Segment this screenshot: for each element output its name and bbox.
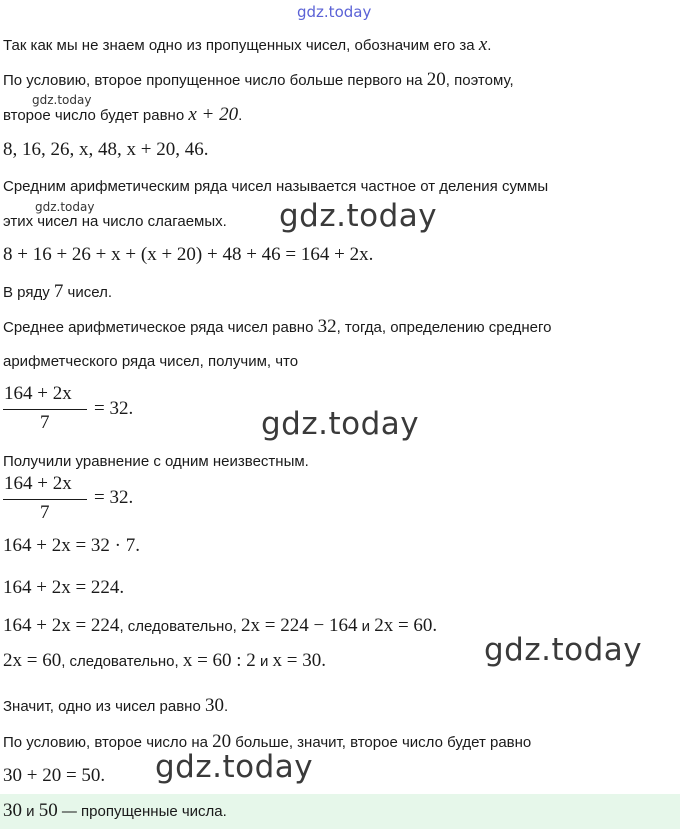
text-segment: Среднее арифметическое ряда чисел равно bbox=[3, 319, 318, 336]
text-line-8 bbox=[3, 282, 112, 303]
text-line-5 bbox=[3, 177, 548, 197]
watermark-large-3: gdz.today bbox=[484, 632, 643, 668]
fraction-numerator: 164 + 2x bbox=[4, 473, 72, 494]
math-line-13 bbox=[3, 578, 124, 599]
math-expression: 164 + 2x = 224. bbox=[3, 577, 125, 598]
text-segment: . bbox=[487, 37, 492, 54]
math-expression: 8, 16, 26, x, 48, x + 20, 46. bbox=[3, 139, 209, 160]
fraction-rhs: = 32. bbox=[94, 398, 134, 419]
text-line-6 bbox=[3, 212, 227, 232]
text-line-3 bbox=[3, 105, 242, 126]
text-segment: . bbox=[432, 615, 438, 636]
math-expression: 30 + 20 = 50. bbox=[3, 765, 106, 786]
math-line-sequence bbox=[3, 140, 208, 161]
math-expression: 2x = 60 bbox=[374, 615, 433, 636]
text-segment: Получили уравнение с одним неизвестным. bbox=[3, 453, 309, 470]
text-segment: По условию, второе пропущенное число больше первого на bbox=[3, 72, 427, 89]
text-line-17 bbox=[3, 732, 531, 753]
fraction-bar bbox=[3, 409, 87, 410]
text-line-1 bbox=[3, 35, 491, 56]
watermark-large-4: gdz.today bbox=[155, 749, 314, 785]
watermark-small-2: gdz.today bbox=[35, 200, 95, 214]
text-segment: — пропущенные числа. bbox=[57, 803, 227, 820]
fraction-equation-2 bbox=[3, 473, 163, 529]
fraction-numerator: 164 + 2x bbox=[4, 383, 72, 404]
answer-highlight bbox=[0, 794, 680, 829]
text-segment: Значит, одно из чисел равно bbox=[3, 698, 205, 715]
math-number: 32 bbox=[317, 316, 337, 337]
math-number: 20 bbox=[426, 69, 446, 90]
text-segment: , следовательно, bbox=[61, 653, 183, 670]
math-expression: x = 60 : 2 bbox=[182, 650, 256, 671]
math-expression: x + 20 bbox=[188, 104, 239, 125]
math-variable: x bbox=[478, 34, 488, 55]
math-number: 30 bbox=[204, 695, 224, 716]
math-expression: 8 + 16 + 26 + x + (x + 20) + 48 + 46 = 164 + 2x. bbox=[3, 244, 374, 265]
text-line-11 bbox=[3, 452, 309, 472]
watermark-small-1: gdz.today bbox=[32, 93, 92, 107]
text-segment: Средним арифметическим ряда чисел называется частное от деления суммы bbox=[3, 178, 549, 195]
text-segment: Так как мы не знаем одно из пропущенных чисел, обозначим его за bbox=[3, 37, 479, 54]
text-segment: , следовательно, bbox=[119, 618, 242, 635]
math-expression: 2x = 224 − 164 bbox=[241, 615, 358, 636]
text-segment: , поэтому, bbox=[445, 72, 514, 89]
watermark-top: gdz.today bbox=[297, 3, 372, 21]
text-segment: второе число будет равно bbox=[3, 107, 189, 124]
math-expression: 164 + 2x = 32 · 7. bbox=[3, 535, 141, 556]
math-line-12 bbox=[3, 536, 140, 557]
math-expression: 164 + 2x = 224 bbox=[3, 615, 120, 636]
text-line-9 bbox=[3, 317, 552, 338]
text-segment: этих чисел на число слагаемых. bbox=[3, 213, 227, 230]
fraction-denominator: 7 bbox=[40, 412, 50, 433]
text-segment: и bbox=[357, 618, 375, 635]
fraction-rhs: = 32. bbox=[94, 487, 134, 508]
text-segment: . bbox=[238, 107, 243, 124]
text-line-2 bbox=[3, 70, 514, 91]
text-line-10 bbox=[3, 352, 298, 372]
fraction-denominator: 7 bbox=[40, 502, 50, 523]
math-number: 20 bbox=[212, 731, 232, 752]
text-segment: и bbox=[255, 653, 273, 670]
watermark-large-1: gdz.today bbox=[279, 198, 438, 234]
text-segment: , тогда, определению среднего bbox=[336, 319, 552, 336]
math-line-sum bbox=[3, 245, 373, 266]
watermark-large-2: gdz.today bbox=[261, 406, 420, 442]
math-expression: 2x = 60 bbox=[3, 650, 62, 671]
text-segment: В ряду bbox=[3, 284, 54, 301]
text-segment: больше, значит, второе число будет равно bbox=[231, 734, 532, 751]
text-segment: арифметческого ряда чисел, получим, что bbox=[3, 353, 299, 370]
math-number: 7 bbox=[53, 281, 64, 302]
math-line-15 bbox=[3, 651, 326, 672]
math-line-18 bbox=[3, 766, 105, 787]
math-number: 30 bbox=[3, 800, 22, 821]
text-segment: и bbox=[22, 803, 39, 820]
text-segment: По условию, второе число на bbox=[3, 734, 213, 751]
text-segment: чисел. bbox=[63, 284, 113, 301]
answer-text bbox=[3, 801, 227, 822]
fraction-bar bbox=[3, 499, 87, 500]
text-segment: . bbox=[223, 698, 229, 715]
text-segment: . bbox=[321, 650, 326, 671]
math-number: 50 bbox=[38, 800, 58, 821]
math-expression: x = 30 bbox=[272, 650, 322, 671]
fraction-equation-1 bbox=[3, 383, 163, 439]
math-line-14 bbox=[3, 616, 437, 637]
text-line-16 bbox=[3, 696, 228, 717]
